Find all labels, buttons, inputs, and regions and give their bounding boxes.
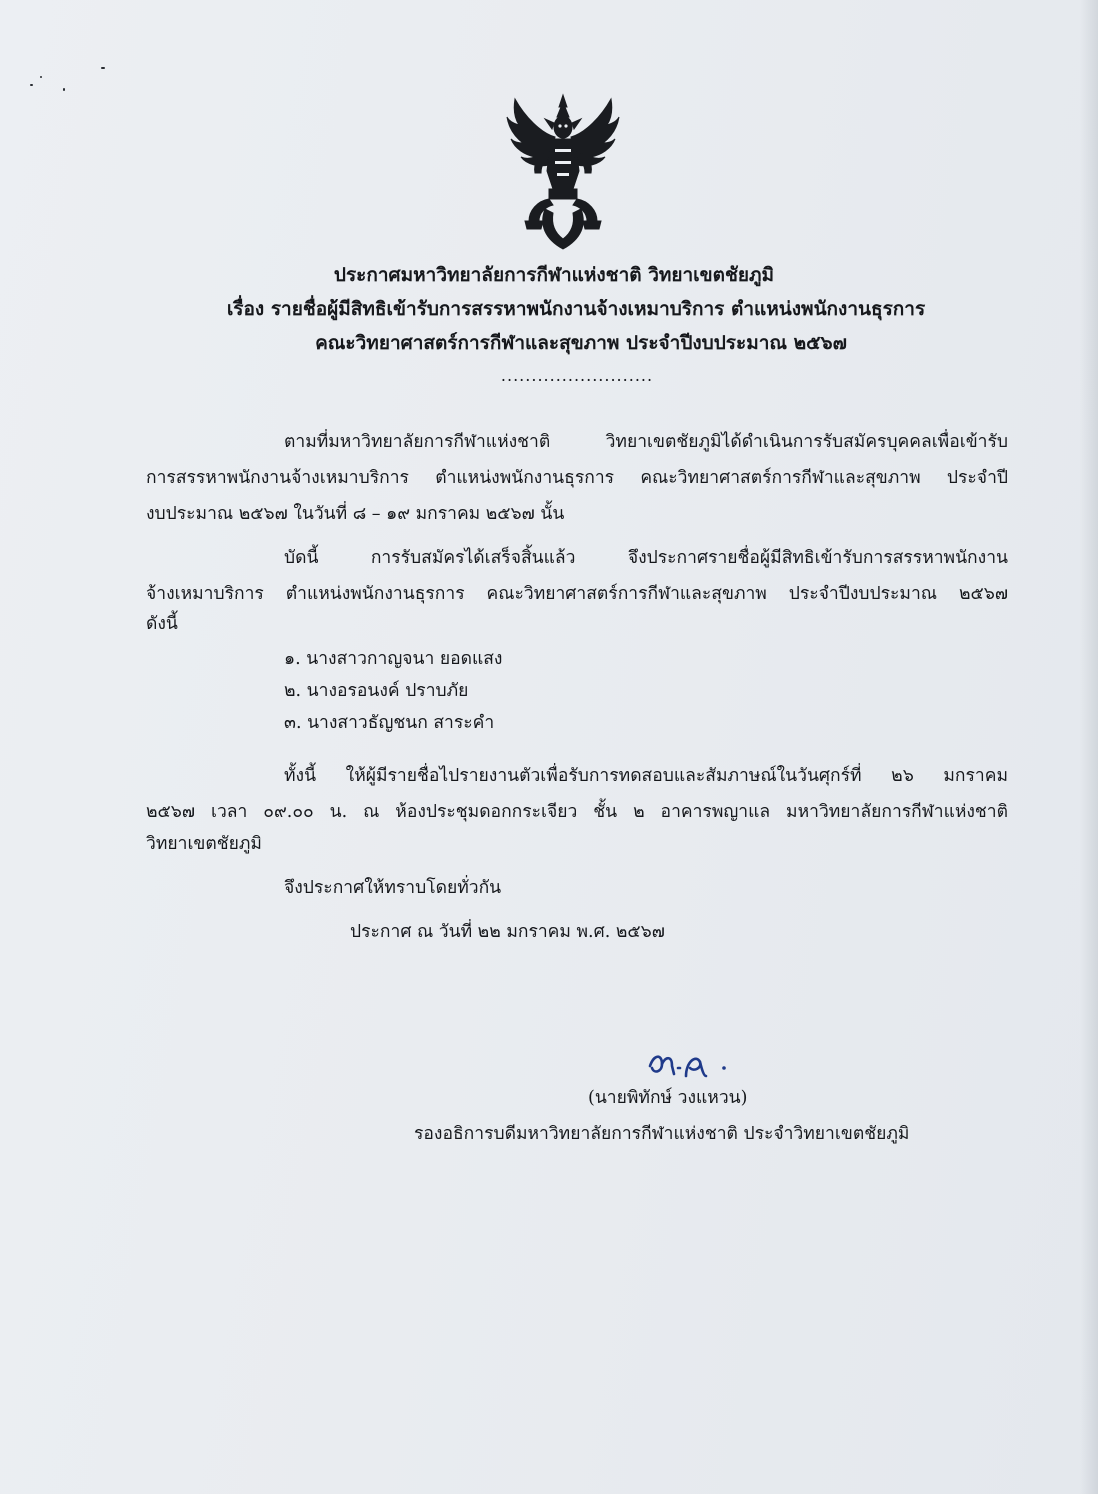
announcement-date: ประกาศ ณ วันที่ ๒๒ มกราคม พ.ศ. ๒๕๖๗ [350,922,665,942]
signatory-name: (นายพิทักษ์ วงแหวน) [588,1088,748,1108]
list-item: ๓. นางสาวธัญชนก สาระคำ [284,713,495,733]
list-item: ๑. นางสาวกาญจนา ยอดแสง [284,649,503,669]
garuda-emblem-icon [505,93,621,251]
scan-specks [28,62,118,102]
paragraph-3-line-2: ๒๕๖๗ เวลา ๐๙.๐๐ น. ณ ห้องประชุมดอกกระเจียว ชั้น ๒ อาคารพญาแล มหาวิทยาลัยการกีฬาแห่งชาติ [146,802,1008,822]
list-item: ๒. นางอรอนงค์ ปราบภัย [284,681,469,701]
paragraph-2-line-1: บัดนี้ การรับสมัครได้เสร็จสิ้นแล้ว จึงประกาศรายชื่อผู้มีสิทธิเข้ารับการสรรหาพนักงาน [284,548,1008,568]
announcement-subject: เรื่อง รายชื่อผู้มีสิทธิเข้ารับการสรรหาพนักงานจ้างเหมาบริการ ตำแหน่งพนักงานธุรการ [226,298,926,320]
page-edge-shadow [1080,0,1098,1494]
title-separator: ......................... [500,366,654,385]
signatory-title: รองอธิการบดีมหาวิทยาลัยการกีฬาแห่งชาติ ประจำวิทยาเขตชัยภูมิ [414,1124,910,1144]
announcement-subject-cont: คณะวิทยาศาสตร์การกีฬาและสุขภาพ ประจำปีงบประมาณ ๒๕๖๗ [315,332,847,354]
paragraph-2-line-3: ดังนี้ [146,614,178,634]
announcement-title: ประกาศมหาวิทยาลัยการกีฬาแห่งชาติ วิทยาเขตชัยภูมิ [333,264,775,286]
paragraph-3-line-3: วิทยาเขตชัยภูมิ [146,834,262,854]
paragraph-2-line-2: จ้างเหมาบริการ ตำแหน่งพนักงานธุรการ คณะวิทยาศาสตร์การกีฬาและสุขภาพ ประจำปีงบประมาณ ๒๕๖๗ [146,584,1008,604]
paragraph-3-line-1: ทั้งนี้ ให้ผู้มีรายชื่อไปรายงานตัวเพื่อรับการทดสอบและสัมภาษณ์ในวันศุกร์ที่ ๒๖ มกราคม [284,766,1008,786]
closing-statement: จึงประกาศให้ทราบโดยทั่วกัน [284,878,502,898]
paragraph-1-line-2: การสรรหาพนักงานจ้างเหมาบริการ ตำแหน่งพนักงานธุรการ คณะวิทยาศาสตร์การกีฬาและสุขภาพ ประจำปี [146,468,1008,488]
paragraph-1-line-3: งบประมาณ ๒๕๖๗ ในวันที่ ๘ – ๑๙ มกราคม ๒๕๖๗ นั้น [146,504,565,524]
handwritten-signature [644,1046,728,1082]
paragraph-1-line-1: ตามที่มหาวิทยาลัยการกีฬาแห่งชาติ วิทยาเขตชัยภูมิได้ดำเนินการรับสมัครบุคคลเพื่อเข้ารับ [284,432,1008,452]
